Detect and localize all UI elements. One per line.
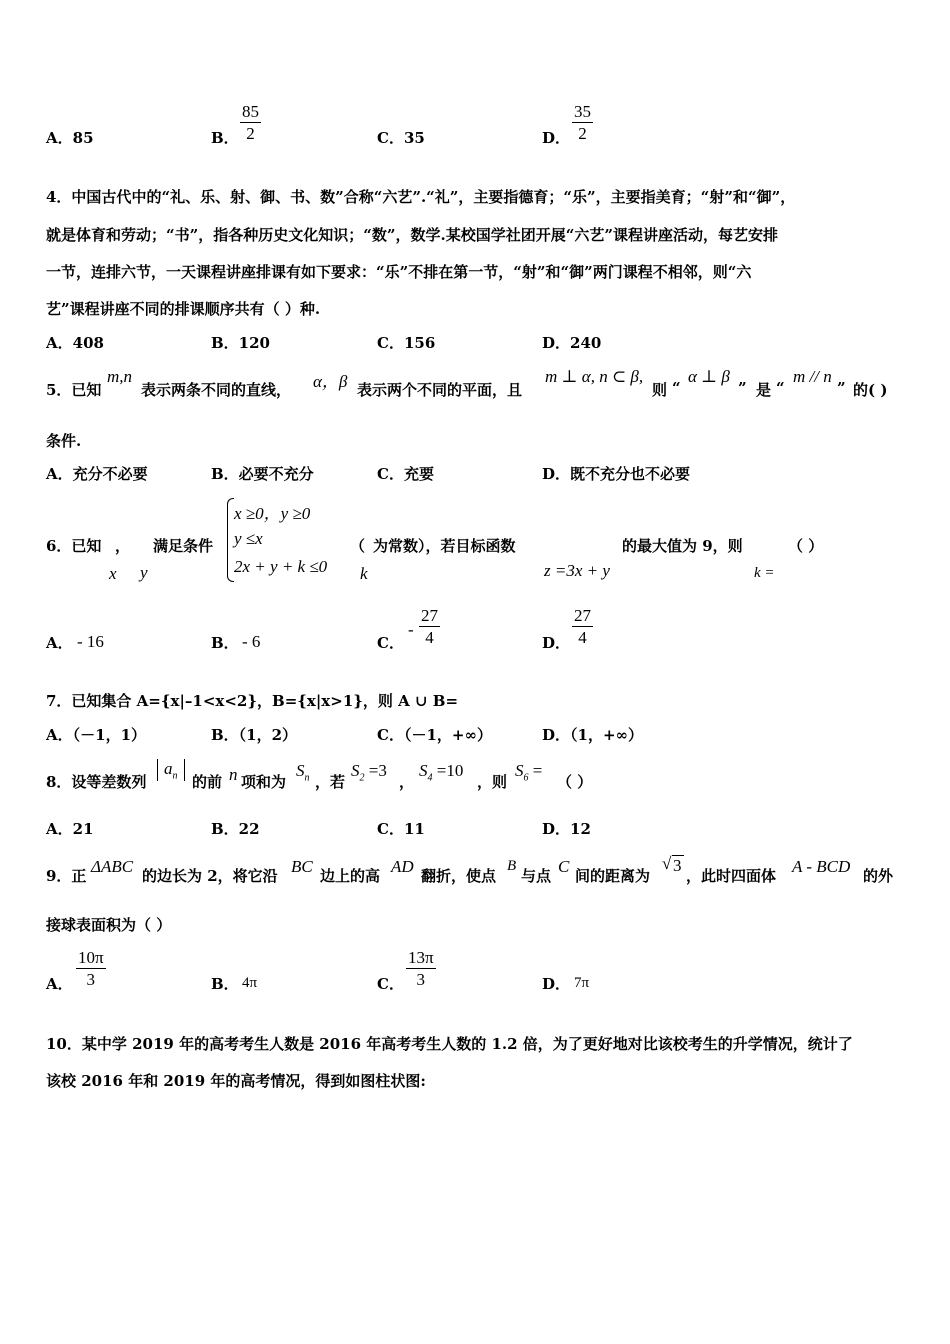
q4-stem-line3: 一节，连排六节，一天课程讲座排课有如下要求：“乐”不排在第一节，“射”和“御”两门课程不相邻，则“六	[46, 263, 752, 281]
q6-option-c: C．	[377, 634, 404, 652]
q6-math-y: y	[140, 563, 148, 582]
q9-option-c-fraction: $\frac{13\pi}{3}$	[408, 948, 434, 989]
q5-quote-open-1: “	[672, 379, 681, 397]
q4-option-a: A．408	[46, 334, 104, 352]
q6-text-4: 为常数），若目标函数	[373, 537, 516, 555]
q4-stem-line2: 就是体育和劳动；“书”，指各种历史文化知识；“数”，数学.某校国学社团开展“六艺”课程讲座活动，每艺安排	[46, 226, 778, 244]
q7-option-b: B．（1，2）	[211, 726, 298, 744]
q3-option-b-fraction: $\frac{85}{2}$	[242, 102, 259, 143]
q7-option-d: D．（1，+∞）	[542, 726, 644, 744]
q8-math-n: n	[229, 765, 238, 784]
q9-text-1: 9．正	[46, 867, 87, 885]
q6-option-c-sign: -	[408, 620, 414, 639]
q8-math-sn: $S_n$	[296, 761, 310, 784]
q9-text-4: 翻折，使点	[421, 867, 497, 885]
q7-option-c: C．（－1，+∞）	[377, 726, 492, 744]
q4-stem-line1: 4．中国古代中的“礼、乐、射、御、书、数”合称“六艺”.“礼”，主要指德育；“乐”，主要指美育；“射”和“御”，	[46, 188, 796, 206]
q9-option-a: A．	[46, 975, 73, 993]
q5-math-parallel: m // n	[793, 367, 832, 386]
q9-option-d: D．	[542, 975, 571, 993]
q6-text-2: 满足条件	[153, 537, 214, 555]
q5-quote-open-2: “	[776, 379, 785, 397]
q6-option-b-value: - 6	[242, 632, 261, 651]
q6-math-x: x	[109, 564, 117, 583]
q5-option-c: C．充要	[377, 465, 434, 483]
q8-text-4: ，若	[315, 773, 346, 791]
q8-option-b: B．22	[211, 820, 260, 838]
q6-option-a: A．	[46, 634, 73, 652]
q6-answer-paren: （ ）	[788, 537, 824, 555]
q10-stem-line2: 该校 2016 年和 2019 年的高考情况，得到如图柱状图:	[46, 1072, 426, 1090]
q6-option-b: B．	[211, 634, 239, 652]
q5-option-b: B．必要不充分	[211, 465, 314, 483]
q8-text-3: 项和为	[241, 773, 287, 791]
q6-math-k-eq: k =	[754, 565, 775, 581]
q5-text-6: 的( )	[853, 381, 888, 399]
q7-option-a: A．（－1，1）	[46, 726, 147, 744]
q8-math-s2: $S_2 =3$	[351, 761, 387, 784]
q5-math-mn: m,n	[107, 367, 133, 386]
q9-text-8: 的外	[863, 867, 894, 885]
q9-option-c: C．	[377, 975, 404, 993]
q4-option-c: C．156	[377, 334, 436, 352]
q9-math-c: C	[558, 857, 570, 876]
q8-option-c: C．11	[377, 820, 425, 838]
q9-option-a-fraction: $\frac{10\pi}{3}$	[78, 948, 104, 989]
q9-text-5: 与点	[521, 867, 552, 885]
q6-text-1: 6．已知	[46, 537, 102, 555]
q5-stem-line2: 条件.	[46, 432, 82, 450]
q5-math-condition: m ⊥ α, n ⊂ β,	[545, 367, 644, 386]
q8-text-5: ，	[399, 773, 415, 791]
q6-option-c-fraction: $\frac{27}{4}$	[421, 606, 438, 647]
q5-option-d: D．既不充分也不必要	[542, 465, 691, 483]
q6-option-d: D．	[542, 634, 571, 652]
q5-text-4: 则	[652, 381, 668, 399]
q6-math-k: k	[360, 564, 368, 583]
q5-text-2: 表示两条不同的直线，	[141, 381, 292, 399]
q9-math-ad: AD	[391, 857, 414, 876]
q6-text-5: 的最大值为 9，则	[622, 537, 743, 555]
q8-option-a: A．21	[46, 820, 94, 838]
q5-quote-close-2: ”	[837, 379, 846, 397]
q9-math-bc: BC	[291, 857, 313, 876]
q8-text-6: ，则	[477, 773, 508, 791]
q9-stem-line2: 接球表面积为（ ）	[46, 916, 172, 934]
q9-text-7: ，此时四面体	[686, 867, 777, 885]
q6-system-line1: x ≥0，y ≥0	[234, 504, 311, 523]
q9-sqrt-sign: √	[662, 854, 672, 873]
q9-math-triangle: ΔABC	[91, 857, 134, 876]
q5-math-perp: α ⊥ β	[688, 367, 730, 386]
q5-option-a: A．充分不必要	[46, 465, 148, 483]
q4-option-d: D．240	[542, 334, 602, 352]
q6-option-d-fraction: $\frac{27}{4}$	[574, 606, 591, 647]
q4-option-b: B．120	[211, 334, 270, 352]
q4-stem-line4: 艺”课程讲座不同的排课顺序共有（ ）种.	[46, 300, 321, 318]
q9-math-tetrahedron: A - BCD	[792, 857, 851, 876]
q9-option-b-value: 4π	[242, 975, 258, 991]
q3-option-b: B．	[211, 129, 239, 147]
q9-math-b: B	[507, 858, 517, 874]
q6-system-line2: y ≤x	[234, 529, 263, 548]
q8-text-2: 的前	[192, 773, 223, 791]
q8-text-1: 8．设等差数列	[46, 773, 147, 791]
q6-comma: ，	[115, 537, 131, 555]
q6-math-z: z =3x + y	[544, 561, 610, 580]
q3-option-c: C．35	[377, 129, 425, 147]
q5-text-3: 表示两个不同的平面，且	[357, 381, 523, 399]
q7-stem: 7．已知集合 A={x|–1<x<2}，B={x|x>1}，则 A ∪ B=	[46, 692, 459, 710]
q9-sqrt-value: 3	[673, 856, 682, 875]
q8-option-d: D．12	[542, 820, 591, 838]
q8-math-s6: $S_6$ =	[515, 761, 543, 784]
q5-math-alpha-beta: α，β	[313, 372, 348, 391]
q3-option-d-fraction: $\frac{35}{2}$	[574, 102, 591, 143]
q5-quote-close-1: ”	[738, 379, 747, 397]
q9-text-3: 边上的高	[320, 867, 381, 885]
q6-system-line3: 2x + y + k ≤0	[234, 557, 328, 576]
q3-option-d: D．	[542, 129, 571, 147]
q10-stem-line1: 10．某中学 2019 年的高考考生人数是 2016 年高考考生人数的 1.2 倍，为了更好地对比该校考生的升学情况，统计了	[46, 1035, 853, 1053]
q8-answer-paren: （ ）	[557, 773, 593, 791]
q9-option-d-value: 7π	[574, 975, 590, 991]
q9-option-b: B．	[211, 975, 239, 993]
q8-math-a: $a_n$	[164, 759, 178, 782]
q6-paren-open: （	[350, 537, 366, 555]
q5-text-1: 5．已知	[46, 381, 102, 399]
q9-text-2: 的边长为 2，将它沿	[142, 867, 278, 885]
q9-text-6: 间的距离为	[575, 867, 651, 885]
q8-math-s4: $S_4 =10$	[419, 761, 464, 784]
q6-option-a-value: - 16	[77, 632, 104, 651]
q6-system-brace	[227, 498, 234, 582]
q3-option-a: A．85	[46, 129, 94, 147]
q5-text-5: 是	[756, 381, 772, 399]
